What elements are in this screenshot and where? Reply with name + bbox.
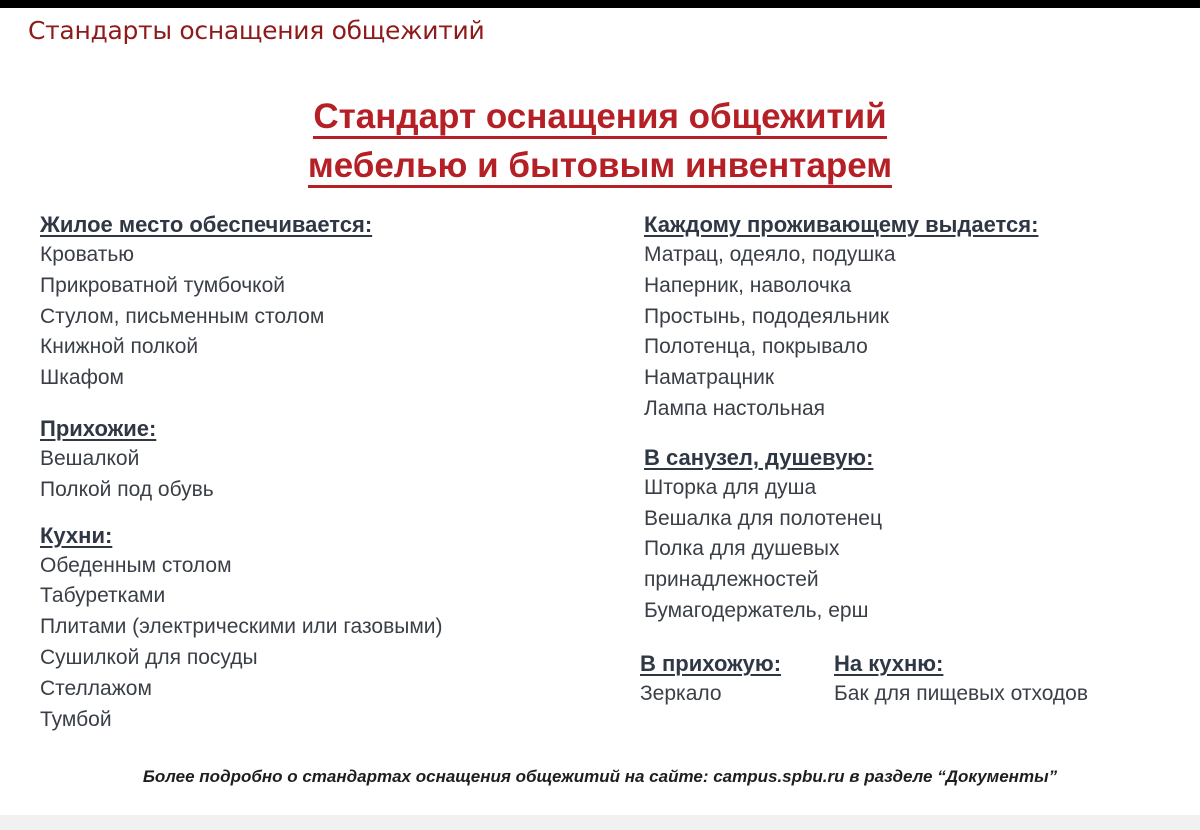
list-item: Полкой под обувь: [40, 477, 214, 501]
hallway-section: [640, 648, 781, 710]
kitchen-section: [834, 648, 1088, 710]
section-heading: Каждому проживающему выдается:: [644, 212, 1039, 237]
list-item: Наперник, наволочка: [644, 273, 852, 297]
page-title: Стандарты оснащения общежитий: [28, 16, 485, 45]
list-item: Полотенца, покрывало: [644, 335, 868, 359]
list-item: Тумбой: [40, 707, 112, 731]
bottom-bar: [0, 815, 1200, 830]
section-heading: Кухни:: [40, 522, 113, 548]
list-item: Стеллажом: [40, 676, 152, 700]
list-item: Зеркало: [640, 682, 722, 705]
list-item: Бумагодержатель, ерш: [644, 598, 869, 622]
list-item: Лампа настольная: [644, 396, 826, 420]
list-item: принадлежностей: [644, 568, 819, 592]
section-heading: На кухню:: [834, 651, 944, 676]
list-item: Сушилкой для посуды: [40, 645, 258, 669]
section-heading: В прихожую:: [640, 651, 782, 676]
footer-note: Более подробно о стандартах оснащения общежитий на сайте: campus.spbu.ru в разделе “Документы”: [142, 767, 1058, 786]
section-heading: Жилое место обеспечивается:: [40, 212, 373, 237]
document-title-line: Стандарт оснащения общежитий: [313, 98, 886, 139]
list-item: Обеденным столом: [40, 553, 232, 577]
right-column: [644, 209, 1038, 627]
list-item: Стулом, письменным столом: [40, 304, 325, 328]
list-item: Плитами (электрическими или газовыми): [40, 615, 443, 639]
document-title: [0, 94, 1200, 192]
left-column: [40, 209, 443, 735]
document-title-line: мебелью и бытовым инвентарем: [308, 147, 892, 188]
section-heading: Прихожие:: [40, 415, 157, 441]
list-item: Шторка для душа: [644, 475, 817, 499]
list-item: Вешалка для полотенец: [644, 506, 883, 530]
status-bar: [0, 0, 1200, 8]
list-item: Табуретками: [40, 584, 166, 608]
list-item: Вешалкой: [40, 446, 140, 470]
list-item: Наматрацник: [644, 366, 775, 390]
section-heading: В санузел, душевую:: [644, 444, 874, 470]
list-item: Шкафом: [40, 366, 124, 390]
list-item: Бак для пищевых отходов: [834, 682, 1089, 705]
list-item: Кроватью: [40, 243, 135, 266]
list-item: Книжной полкой: [40, 335, 199, 359]
list-item: Матрац, одеяло, подушка: [644, 243, 896, 266]
list-item: Прикроватной тумбочкой: [40, 273, 285, 297]
list-item: Простынь, пододеяльник: [644, 304, 889, 328]
list-item: Полка для душевых: [644, 537, 840, 561]
